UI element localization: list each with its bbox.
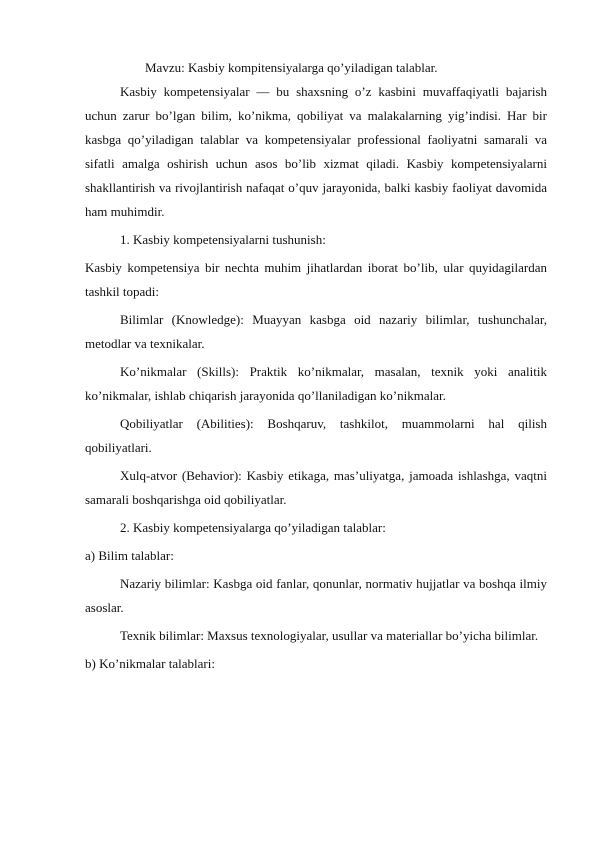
subsection-b-heading: b) Ko’nikmalar talablari: <box>85 656 215 671</box>
document-body <box>85 56 547 676</box>
theory-paragraph: Nazariy bilimlar: Kasbga oid fanlar, qonunlar, normativ hujjatlar va boshqa ilmiy asoslar. <box>85 576 547 615</box>
knowledge-paragraph: Bilimlar (Knowledge): Muayyan kasbga oid nazariy bilimlar, tushunchalar, metodlar va texnikalar. <box>85 312 547 351</box>
abilities-paragraph: Qobiliyatlar (Abilities): Boshqaruv, tashkilot, muammolarni hal qilish qobiliyatlari. <box>85 416 547 455</box>
section-1-heading: 1. Kasbiy kompetensiyalarni tushunish: <box>120 232 326 247</box>
intro-paragraph: Kasbiy kompetensiyalar — bu shaxsning o’z kasbini muvaffaqiyatli bajarish uchun zarur bo’lgan bilim, ko’nikma, qobiliyat va malakalarning yig’indisi. Har bir kasbga qo’yiladigan talablar va kompetensiyalar professional faoliyatni samarali va sifatli amalga oshirish uchun asos bo’lib xizmat qiladi. Kasbiy kompetensiyalarni shakllantirish va rivojlantirish nafaqat o’quv jarayonida, balki kasbiy faoliyat davomida ham muhimdir. <box>85 84 547 219</box>
technical-paragraph: Texnik bilimlar: Maxsus texnologiyalar, usullar va materiallar bo’yicha bilimlar. <box>120 628 539 643</box>
behavior-paragraph: Xulq-atvor (Behavior): Kasbiy etikaga, mas’uliyatga, jamoada ishlashga, vaqtni samarali boshqarishga oid qobiliyatlar. <box>85 468 547 507</box>
document-title: Mavzu: Kasbiy kompitensiyalarga qo’yiladigan talablar. <box>145 60 438 75</box>
subsection-a-heading: a) Bilim talablar: <box>85 548 174 563</box>
section-1-lead: Kasbiy kompetensiya bir nechta muhim jihatlardan iborat bo’lib, ular quyidagilardan tashkil topadi: <box>85 260 547 299</box>
skills-paragraph: Ko’nikmalar (Skills): Praktik ko’nikmalar, masalan, texnik yoki analitik ko’nikmalar, ishlab chiqarish jarayonida qo’llaniladigan ko’nikmalar. <box>85 364 547 403</box>
section-2-heading: 2. Kasbiy kompetensiyalarga qo’yiladigan talablar: <box>120 520 386 535</box>
